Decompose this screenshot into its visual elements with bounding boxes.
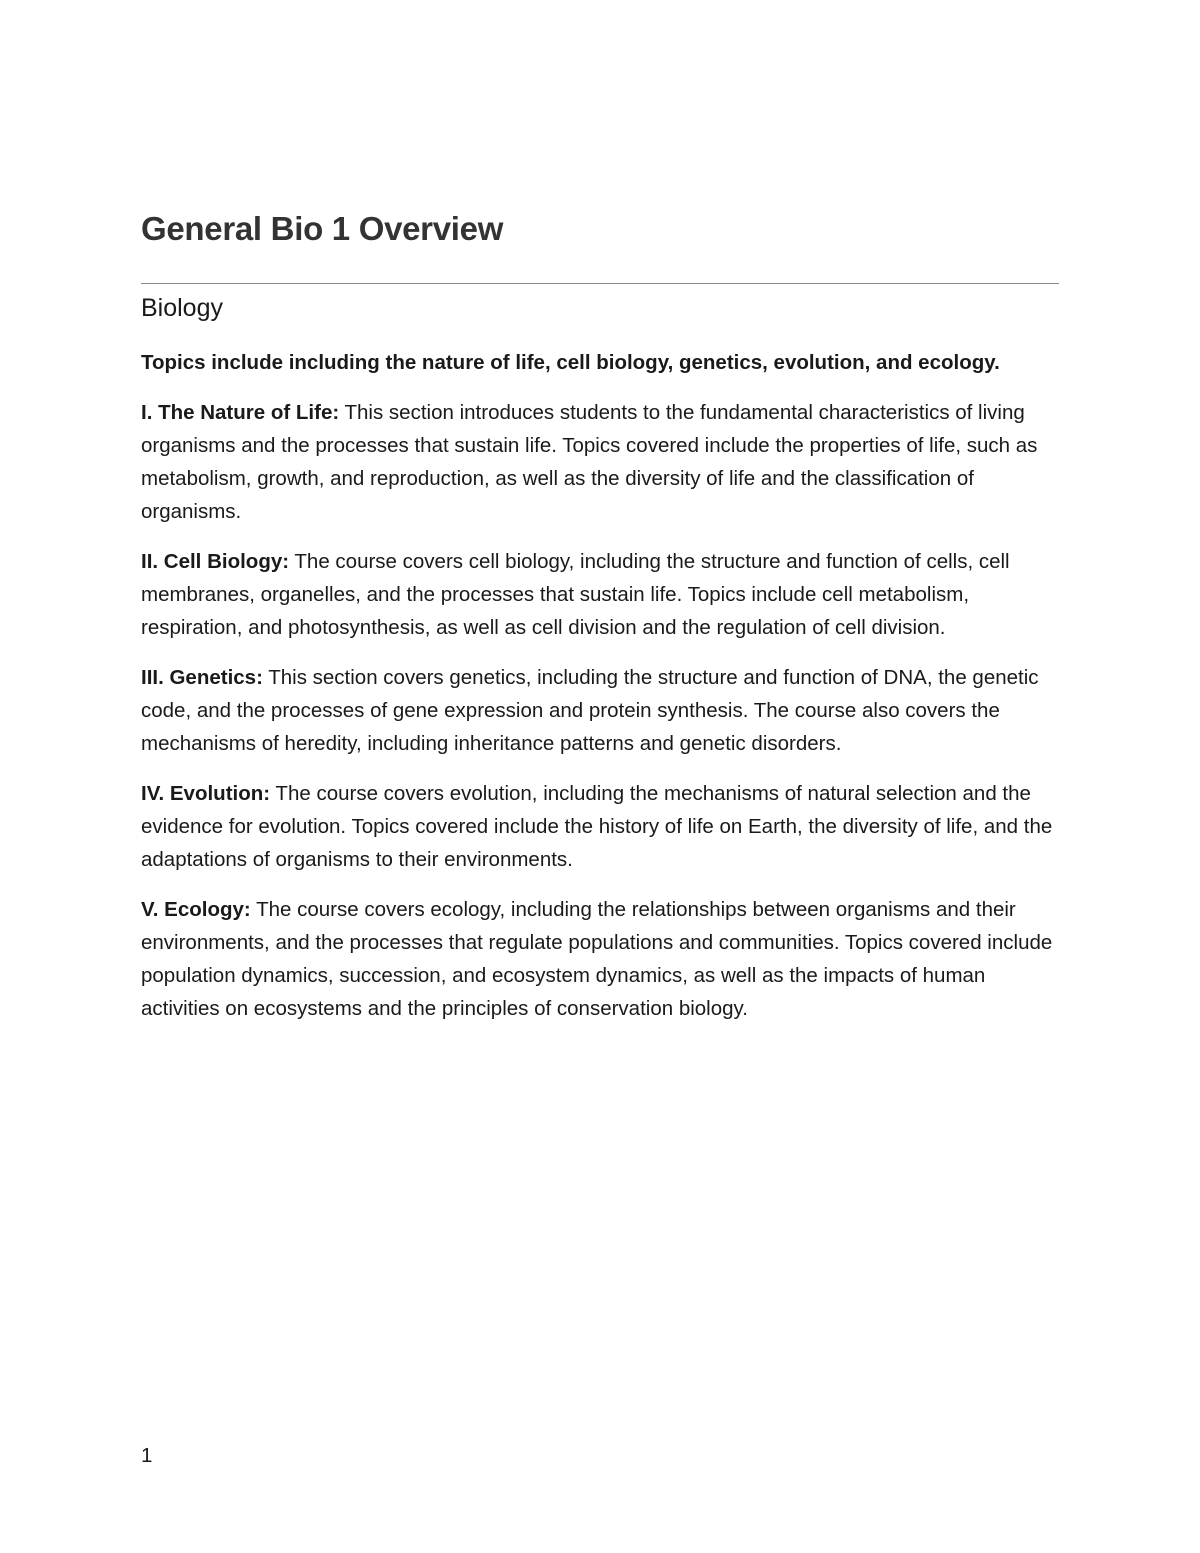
section-text: The course covers evolution, including the mechanisms of natural selection and the evidence for evolution. Topics covered include the history of life on Earth, the diversity of life, and the adaptations of organisms to their environments. (141, 782, 1053, 871)
section-label: V. Ecology: (141, 898, 251, 921)
section-text: This section covers genetics, including the structure and function of DNA, the genetic code, and the processes of gene expression and protein synthesis. The course also covers the mechanisms of heredity, including inheritance patterns and genetic disorders. (141, 666, 1039, 755)
section-label: IV. Evolution: (141, 782, 271, 805)
section-text: The course covers ecology, including the relationships between organisms and their environments, and the processes that regulate populations and communities. Topics covered include population dynamics, succession, and ecosystem dynamics, as well as the impacts of human activities on ecosystems and the principles of conservation biology. (141, 898, 1053, 1020)
section-text: The course covers cell biology, including the structure and function of cells, cell membranes, organelles, and the processes that sustain life. Topics include cell metabolism, respiration, and photosynthesis, as well as cell division and the regulation of cell division. (141, 550, 1010, 639)
body-text (141, 346, 1059, 1042)
section-label: I. The Nature of Life: (141, 401, 340, 424)
section-text: This section introduces students to the fundamental characteristics of living organisms and the processes that sustain life. Topics covered include the properties of life, such as metabolism, growth, and reproduction, as well as the diversity of life and the classification of organisms. (141, 401, 1038, 523)
section-label: III. Genetics: (141, 666, 263, 689)
section-genetics (141, 661, 1059, 760)
section-cell-biology (141, 545, 1059, 644)
page-number: 1 (141, 1444, 153, 1467)
page-content (141, 205, 1059, 1020)
intro-paragraph: Topics include including the nature of life, cell biology, genetics, evolution, and ecology. (141, 351, 1000, 374)
section-heading: Biology (141, 294, 223, 322)
section-label: II. Cell Biology: (141, 550, 290, 573)
section-evolution (141, 777, 1059, 876)
title-divider (141, 283, 1059, 284)
section-nature-of-life (141, 396, 1059, 528)
document-title: General Bio 1 Overview (141, 210, 504, 247)
section-ecology (141, 893, 1059, 1025)
